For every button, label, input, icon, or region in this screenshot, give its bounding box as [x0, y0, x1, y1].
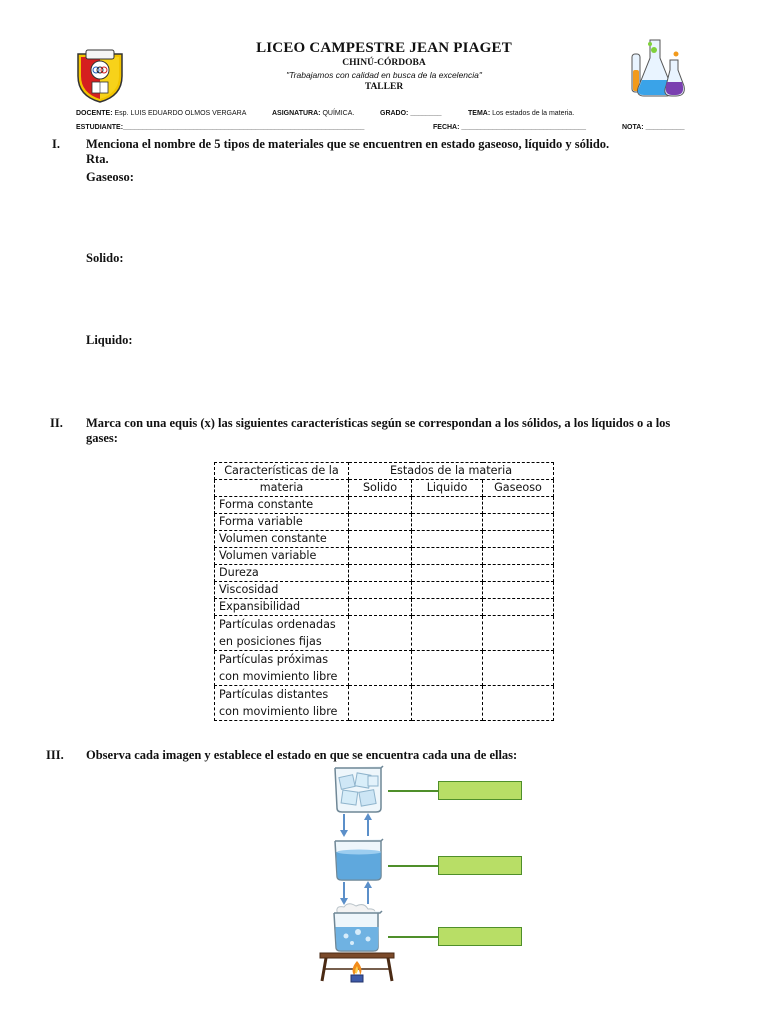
section1-rta: Rta. — [86, 152, 109, 166]
cell-gaseoso[interactable] — [483, 616, 554, 651]
cell-liquido[interactable] — [412, 651, 483, 686]
cell-gaseoso[interactable] — [483, 531, 554, 548]
tema-field — [468, 110, 574, 117]
cell-solido[interactable] — [349, 548, 412, 565]
cell-solido[interactable] — [349, 582, 412, 599]
row-label: Forma variable — [215, 514, 349, 531]
table-row — [215, 616, 554, 651]
row-label-line2: con movimiento libre — [219, 705, 338, 718]
cell-liquido[interactable] — [412, 497, 483, 514]
cell-liquido[interactable] — [412, 565, 483, 582]
row-label: Volumen variable — [215, 548, 349, 565]
cell-gaseoso[interactable] — [483, 686, 554, 721]
cell-solido[interactable] — [349, 497, 412, 514]
col-solido: Solido — [349, 480, 412, 497]
table-row — [215, 531, 554, 548]
table-row — [215, 497, 554, 514]
table-row — [215, 565, 554, 582]
cell-solido[interactable] — [349, 616, 412, 651]
row-label: Forma constante — [215, 497, 349, 514]
row-label-line1: Partículas distantes — [219, 688, 329, 701]
row-label: Expansibilidad — [215, 599, 349, 616]
connector-line — [388, 790, 438, 792]
section2-question-line2: gases: — [86, 431, 118, 445]
cell-liquido[interactable] — [412, 548, 483, 565]
connector-line — [388, 936, 438, 938]
tema-value: Los estados de la materia. — [492, 110, 575, 117]
section3-question: Observa cada imagen y establece el estado en que se encuentra cada una de ellas: — [86, 748, 518, 762]
section2-numeral: II. — [50, 416, 63, 430]
col-liquido: Liquido — [412, 480, 483, 497]
cell-solido[interactable] — [349, 651, 412, 686]
section1-numeral: I. — [52, 137, 60, 151]
solido-label: Solido: — [86, 251, 124, 265]
row-label — [215, 686, 349, 721]
table-row — [215, 686, 554, 721]
melt-freeze-arrows-icon — [334, 812, 378, 838]
header-characteristic: Características de la — [215, 463, 349, 480]
docente-label: DOCENTE: — [76, 110, 113, 117]
section1-question: Menciona el nombre de 5 tipos de materiales que se encuentren en estado gaseoso, líquido y sólido. — [86, 137, 610, 151]
cell-solido[interactable] — [349, 686, 412, 721]
liquido-label: Liquido: — [86, 333, 133, 347]
cell-gaseoso[interactable] — [483, 514, 554, 531]
row-label: Volumen constante — [215, 531, 349, 548]
cell-liquido[interactable] — [412, 686, 483, 721]
tema-label: TEMA: — [468, 110, 491, 117]
table-row — [215, 599, 554, 616]
asignatura-field — [272, 110, 354, 117]
header-characteristic-line2: materia — [215, 480, 349, 497]
cell-liquido[interactable] — [412, 599, 483, 616]
school-name: LICEO CAMPESTRE JEAN PIAGET — [256, 40, 512, 56]
connector-line — [388, 865, 438, 867]
cell-liquido[interactable] — [412, 531, 483, 548]
row-label: Viscosidad — [215, 582, 349, 599]
cell-gaseoso[interactable] — [483, 548, 554, 565]
grado-field[interactable]: GRADO: ________ — [380, 110, 442, 117]
school-slogan: "Trabajamos con calidad en busca de la excelencia" — [286, 70, 482, 80]
row-label — [215, 616, 349, 651]
section3-numeral: III. — [46, 748, 64, 762]
row-label-line2: en posiciones fijas — [219, 635, 322, 648]
gaseoso-label: Gaseoso: — [86, 170, 134, 184]
cell-liquido[interactable] — [412, 514, 483, 531]
ice-beaker-icon — [330, 764, 388, 814]
row-label-line1: Partículas ordenadas — [219, 618, 336, 631]
docente-field — [76, 110, 246, 117]
row-label-line2: con movimiento libre — [219, 670, 338, 683]
table-row — [215, 548, 554, 565]
cell-gaseoso[interactable] — [483, 599, 554, 616]
asignatura-label: ASIGNATURA: — [272, 110, 321, 117]
cell-gaseoso[interactable] — [483, 497, 554, 514]
school-city: CHINÚ-CÓRDOBA — [342, 58, 426, 68]
table-row — [215, 514, 554, 531]
document-type: TALLER — [364, 82, 404, 92]
nota-field[interactable]: NOTA: __________ — [622, 124, 685, 131]
answer-box-ice[interactable] — [438, 781, 522, 800]
fecha-field[interactable]: FECHA: ________________________________ — [433, 124, 586, 131]
answer-box-water[interactable] — [438, 856, 522, 875]
table-row — [215, 651, 554, 686]
cell-solido[interactable] — [349, 531, 412, 548]
cell-gaseoso[interactable] — [483, 582, 554, 599]
cell-solido[interactable] — [349, 565, 412, 582]
cell-liquido[interactable] — [412, 616, 483, 651]
row-label-line1: Partículas próximas — [219, 653, 329, 666]
cell-gaseoso[interactable] — [483, 651, 554, 686]
water-beaker-icon — [330, 838, 388, 882]
header-states: Estados de la materia — [349, 463, 554, 480]
states-table — [214, 462, 554, 721]
cell-gaseoso[interactable] — [483, 565, 554, 582]
row-label: Dureza — [215, 565, 349, 582]
cell-liquido[interactable] — [412, 582, 483, 599]
estudiante-field[interactable]: ESTUDIANTE:______________________________________________________________ — [76, 124, 365, 131]
col-gaseoso: Gaseoso — [483, 480, 554, 497]
cell-solido[interactable] — [349, 599, 412, 616]
row-label — [215, 651, 349, 686]
cell-solido[interactable] — [349, 514, 412, 531]
boiling-beaker-icon — [318, 903, 396, 985]
answer-box-steam[interactable] — [438, 927, 522, 946]
asignatura-value: QUÍMICA. — [322, 110, 355, 117]
section2-question-line1: Marca con una equis (x) las siguientes características según se correspondan a los sólidos, a los líquidos o a los — [86, 416, 671, 430]
table-row — [215, 582, 554, 599]
docente-value: Esp. LUIS EDUARDO OLMOS VERGARA — [114, 110, 247, 117]
